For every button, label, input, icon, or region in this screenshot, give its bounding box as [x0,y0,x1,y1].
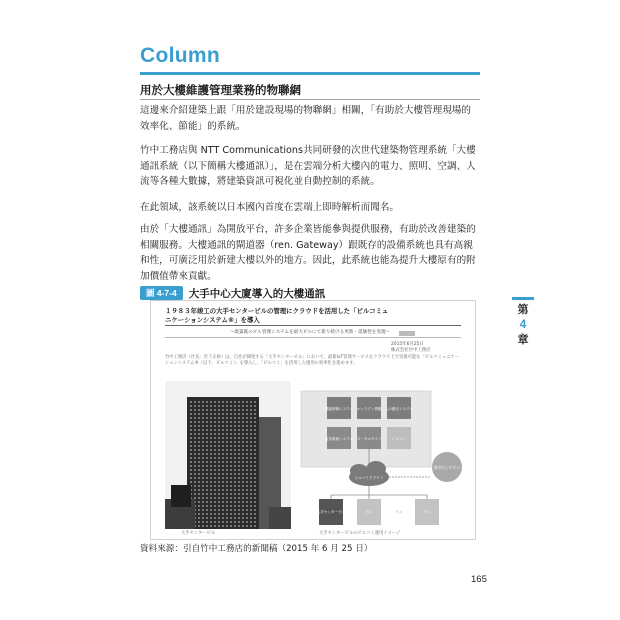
figure-number-tag: 圖 4-7-4 [140,286,183,300]
diagram-bottom-label-2: ビル [365,510,373,514]
photo-caption: 大手センタービル [181,531,216,536]
article-rule-top [165,325,461,326]
diagram-bottom-label-1: 大手センタービル [316,510,346,514]
diagram-top-label-1: 機器制御システム [324,407,354,411]
diagram-mid-label-2: ボータルサイト [356,437,382,441]
column-title-rule [140,72,480,75]
article-company: 株式会社竹中工務店 [391,348,431,353]
article-rule-bottom [165,337,461,338]
section-title-rule [140,99,480,100]
system-diagram [299,383,469,529]
page-number: 165 [471,574,487,585]
section-title: 用於大樓維護管理業務的物聯網 [140,83,301,97]
paragraph-1: 這邊來介紹建築上跟「用於建設現場的物聯網」相關，「有助於大樓管理現場的效率化、節能」的系統。 [140,105,471,132]
paragraph-3: 在此領域，該系統以日本國內首度在雲端上即時解析而聞名。 [140,202,400,213]
cloud-icon [349,461,389,486]
chapter-prefix: 第 [517,303,529,316]
article-subheadline: ～既築既のビル管理システムを最大ビルにて新り続ける更新・延価性を実現～ [229,330,391,335]
diagram-side-label: 保守がしやすい [433,465,461,470]
diagram-bottom-label-3: ビル [423,510,431,514]
chapter-tab [512,297,534,347]
article-badge [399,331,415,336]
article-headline: １９８３年竣工の大手センタービルの管理にクラウドを活用した「ビルコミュニケーションシステム®」を導入 [165,307,389,324]
column-title: Column [140,44,220,67]
diagram-mid-label-3: ビルコミ [391,437,407,441]
paragraph-2: 竹中工務店與 NTT Communications共同研發的次世代建築物管理系統「大樓通訊系統（以下簡稱大樓通訊）」，是在雲端分析大樓內的電力、照明、空調、人流等各種大數據，將建築資訊可視化並自動控制的系統。 [140,145,476,187]
article-date: 2015年6月25日 [391,342,424,347]
source-note: 資料來源：引自竹中工務店的新聞稿（2015 年 6 月 25 日） [140,544,373,554]
figure-caption [140,286,325,300]
building-illustration [165,381,291,529]
diagram-top-label-2: オンライン情報 [356,407,382,411]
cloud-label: ビルコミクラウド [354,476,384,480]
diagram-caption: 大手センタービルのビルコミ運用イメージ [319,531,401,536]
figure-frame [150,300,476,540]
diagram-bottom-label-4: ビル [395,510,403,514]
diagram-mid-label-1: 電気系統システム [324,437,354,441]
diagram-top-label-3: 人の動きシステム [384,407,414,411]
article-body: 竹中工務店（社長：宮下正裕）は、自社が開発する「大手センタービル」において、最新IoT管理サービスをクラウド上で実現可能な「ビルコミュニケーションシステム®（以下、ビルコミ）」を導入し、「ビルコミ」を活用した運用の効率化を進めます。 [165,355,460,367]
building-photo [165,381,291,529]
paragraph-4: 由於「大樓通訊」為開放平台，許多企業皆能參與提供服務，有助於改善建築的相關服務。大樓通訊的閘道器（ren. Gateway）跟既存的設備系統也具有高親和性，可廣泛用於新建大樓以外的地方。因此，此系統也能為提升大樓原有的附加價值帶來貢獻。 [140,224,476,282]
figure-title: 大手中心大廈導入的大樓通訊 [188,287,326,300]
chapter-number: 4 [519,317,527,331]
chapter-suffix: 章 [517,333,529,346]
